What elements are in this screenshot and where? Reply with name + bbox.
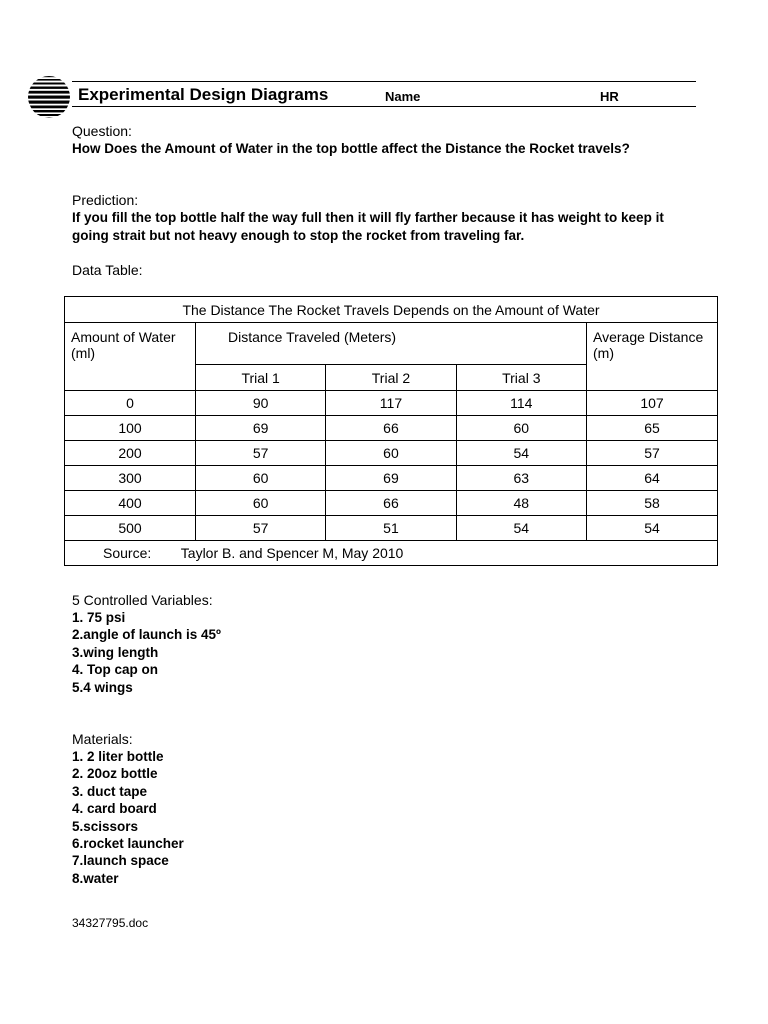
trial-1-cell: 60 [196,491,326,516]
trial-1-cell: 90 [196,391,326,416]
page-title: Experimental Design Diagrams [78,85,329,104]
trial-1-cell: 69 [196,416,326,441]
header-bottom-rule [72,106,696,107]
average-cell: 64 [587,466,718,491]
trial-3-cell: 54 [456,441,586,466]
trial-2-cell: 69 [326,466,456,491]
header-amount-of-water: Amount of Water (ml) [65,323,196,391]
water-cell: 500 [65,516,196,541]
prediction-text: If you fill the top bottle half the way full then it will fly farther because it has weight to keep it going strait but not heavy enough to stop the rocket from traveling far. [72,210,664,243]
data-table [64,296,718,566]
average-cell: 58 [587,491,718,516]
list-item: 8.water [72,870,119,886]
controlled-variables-list [72,609,221,696]
controlled-variables-label: 5 Controlled Variables: [72,592,213,608]
list-item: 5.4 wings [72,679,133,695]
water-cell: 200 [65,441,196,466]
trial-3-cell: 54 [456,516,586,541]
list-item: 4. Top cap on [72,662,159,678]
trial-2-cell: 60 [326,441,456,466]
list-item: 4. card board [72,801,157,817]
trial-3-cell: 60 [456,416,586,441]
water-cell: 100 [65,416,196,441]
trial-1-cell: 57 [196,441,326,466]
document-filename: 34327795.doc [72,916,149,930]
water-cell: 300 [65,466,196,491]
header-distance-traveled: Distance Traveled (Meters) [196,323,587,365]
header-top-rule [72,81,696,82]
trial-3-cell: 63 [456,466,586,491]
list-item: 2. 20oz bottle [72,766,158,782]
header-trial-2: Trial 2 [326,365,456,391]
question-label: Question: [72,123,132,139]
trial-3-cell: 114 [456,391,586,416]
question-text: How Does the Amount of Water in the top bottle affect the Distance the Rocket travels? [72,141,630,156]
data-table-label: Data Table: [72,262,143,278]
table-row [65,516,718,541]
table-row [65,391,718,416]
list-item: 6.rocket launcher [72,836,184,852]
table-row [65,416,718,441]
trial-1-cell: 60 [196,466,326,491]
header-trial-3: Trial 3 [456,365,586,391]
average-cell: 107 [587,391,718,416]
list-item: 7.launch space [72,853,169,869]
materials-list [72,748,184,887]
average-cell: 54 [587,516,718,541]
table-row [65,441,718,466]
water-cell: 400 [65,491,196,516]
table-caption: The Distance The Rocket Travels Depends on the Amount of Water [65,297,718,323]
source-cell [65,541,718,566]
prediction-label: Prediction: [72,192,139,208]
water-cell: 0 [65,391,196,416]
trial-2-cell: 66 [326,491,456,516]
list-item: 1. 75 psi [72,610,126,625]
name-label: Name [385,89,421,104]
materials-label: Materials: [72,731,133,747]
average-cell: 65 [587,416,718,441]
trial-1-cell: 57 [196,516,326,541]
table-row [65,491,718,516]
list-item: 3. duct tape [72,783,148,799]
trial-2-cell: 117 [326,391,456,416]
header [78,84,696,108]
header-trial-1: Trial 1 [196,365,326,391]
source-row [65,541,718,566]
trial-2-cell: 51 [326,516,456,541]
hr-label: HR [600,89,619,104]
table-row [65,466,718,491]
list-item: 1. 2 liter bottle [72,749,164,764]
source-text: Taylor B. and Spencer M, May 2010 [180,545,404,561]
list-item: 5.scissors [72,818,139,834]
globe-logo-icon [26,74,72,120]
trial-3-cell: 48 [456,491,586,516]
average-cell: 57 [587,441,718,466]
header-average-distance: Average Distance (m) [587,323,718,391]
list-item: 3.wing length [72,644,159,660]
list-item: 2.angle of launch is 45º [72,627,221,643]
trial-2-cell: 66 [326,416,456,441]
source-label: Source: [103,545,152,561]
